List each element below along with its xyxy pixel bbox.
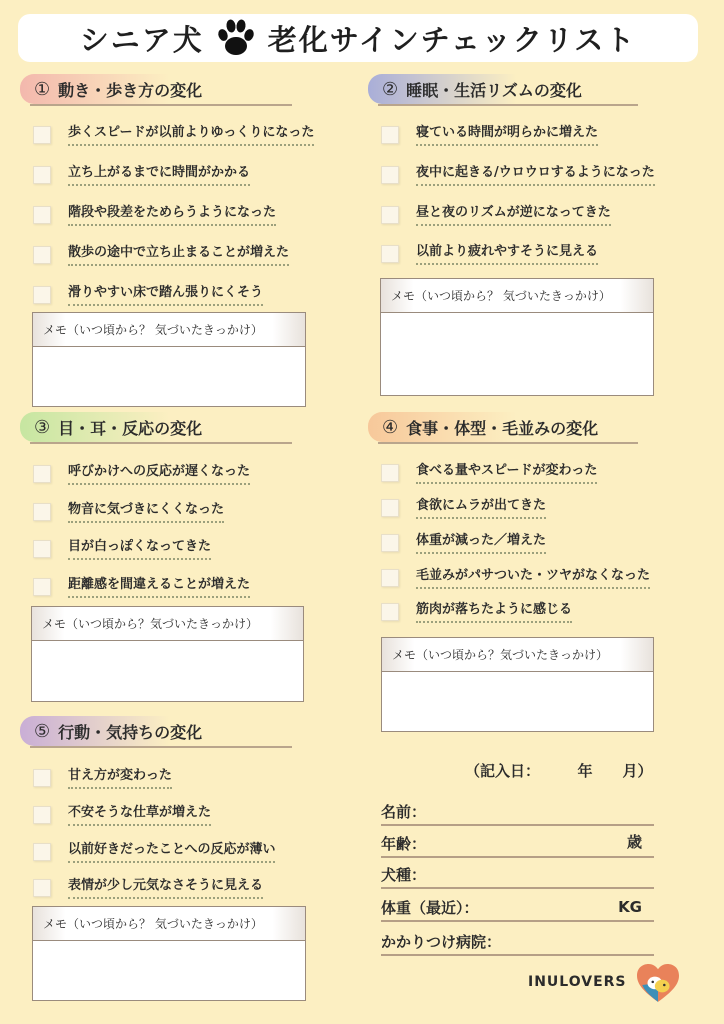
memo-label: メモ（いつ頃から？ 気づいたきっかけ） [381, 279, 653, 313]
section-title: 行動・気持ちの変化 [58, 722, 203, 742]
memo-box[interactable] [32, 906, 306, 1001]
item-label: 筋肉が落ちたように感じる [416, 602, 572, 623]
item-label: 甘え方が変わった [68, 768, 172, 789]
section-number: ② [382, 78, 399, 100]
section-movement [20, 74, 292, 104]
item-label: 寝ている時間が明らかに増えた [416, 125, 598, 146]
checkbox[interactable] [33, 286, 51, 304]
section-title: 食事・体型・毛並みの変化 [406, 418, 599, 438]
item-label: 以前好きだったことへの反応が薄い [68, 842, 275, 863]
checkbox[interactable] [33, 206, 51, 224]
checkbox[interactable] [33, 540, 51, 558]
section-header [20, 74, 292, 104]
item-label: 毛並みがパサついた・ツヤがなくなった [416, 568, 650, 589]
memo-box[interactable] [381, 637, 654, 732]
checkbox[interactable] [33, 769, 51, 787]
item-label: 昼と夜のリズムが逆になってきた [416, 205, 611, 226]
checkbox[interactable] [33, 843, 51, 861]
section-title: 睡眠・生活リズムの変化 [406, 80, 582, 100]
checkbox[interactable] [33, 166, 51, 184]
item-label: 滑りやすい床で踏ん張りにくそう [68, 285, 263, 306]
field-label: 体重（最近）： [381, 899, 479, 917]
checkbox[interactable] [33, 126, 51, 144]
breed-field[interactable] [381, 859, 654, 889]
section-number: ③ [34, 416, 51, 438]
field-label: 年齢： [381, 835, 427, 853]
memo-label: メモ（いつ頃から？気づいたきっかけ） [382, 638, 653, 672]
item-label: 食欲にムラが出てきた [416, 498, 546, 519]
checkbox[interactable] [381, 206, 399, 224]
checkbox[interactable] [381, 166, 399, 184]
checkbox[interactable] [381, 245, 399, 263]
weight-field[interactable] [381, 892, 654, 922]
checkbox[interactable] [33, 806, 51, 824]
item-label: 不安そうな仕草が増えた [68, 805, 211, 826]
checkbox[interactable] [33, 465, 51, 483]
brand-name: INULOVERS [528, 974, 627, 990]
section-senses [20, 412, 292, 442]
memo-box[interactable] [380, 278, 654, 396]
item-label: 物音に気づきにくくなった [68, 502, 224, 523]
item-label: 歩くスピードが以前よりゆっくりになった [68, 125, 314, 146]
item-label: 距離感を間違えることが増えた [68, 577, 250, 598]
checkbox[interactable] [33, 246, 51, 264]
page-title [18, 14, 698, 62]
checkbox[interactable] [33, 503, 51, 521]
field-label: かかりつけ病院： [381, 933, 502, 951]
item-label: 体重が減った／増えた [416, 533, 546, 554]
section-sleep [368, 74, 638, 104]
checkbox[interactable] [381, 569, 399, 587]
field-label: 名前： [381, 803, 427, 821]
section-title: 動き・歩き方の変化 [58, 80, 203, 100]
section-title: 目・耳・反応の変化 [58, 418, 203, 438]
name-field[interactable] [381, 796, 654, 826]
heart-dog-logo-icon [637, 964, 679, 1004]
section-header [20, 412, 292, 442]
item-label: 目が白っぽくなってきた [68, 539, 211, 560]
section-header [20, 716, 292, 746]
section-number: ① [34, 78, 51, 100]
field-unit: KG [618, 898, 642, 916]
item-label: 立ち上がるまでに時間がかかる [68, 165, 250, 186]
item-label: 表情が少し元気なさそうに見える [68, 878, 263, 899]
item-label: 夜中に起きる/ウロウロするようになった [416, 165, 655, 186]
memo-label: メモ（いつ頃から？気づいたきっかけ） [32, 607, 303, 641]
vet-field[interactable] [381, 926, 654, 956]
field-unit: 歳 [626, 833, 642, 851]
item-label: 散歩の途中で立ち止まることが増えた [68, 245, 289, 266]
checkbox[interactable] [33, 578, 51, 596]
section-number: ⑤ [34, 720, 51, 742]
age-field[interactable] [381, 828, 654, 858]
checkbox[interactable] [381, 464, 399, 482]
memo-box[interactable] [31, 606, 304, 702]
checkbox[interactable] [381, 499, 399, 517]
title-left: シニア犬 [79, 22, 204, 57]
checkbox[interactable] [33, 879, 51, 897]
item-label: 呼びかけへの反応が遅くなった [68, 464, 250, 485]
title-right: 老化サインチェックリスト [267, 22, 637, 57]
entry-date: （記入日： 年 月） [465, 762, 653, 780]
section-header [368, 412, 638, 442]
field-label: 犬種： [381, 866, 427, 884]
section-diet [368, 412, 638, 442]
checkbox[interactable] [381, 534, 399, 552]
paw-icon [214, 16, 258, 60]
section-header [368, 74, 638, 104]
section-number: ④ [382, 416, 399, 438]
section-behavior [20, 716, 292, 746]
item-label: 階段や段差をためらうようになった [68, 205, 276, 226]
memo-box[interactable] [32, 312, 306, 407]
memo-label: メモ（いつ頃から？ 気づいたきっかけ） [33, 313, 305, 347]
checkbox[interactable] [381, 126, 399, 144]
memo-label: メモ（いつ頃から？ 気づいたきっかけ） [33, 907, 305, 941]
checkbox[interactable] [381, 603, 399, 621]
item-label: 食べる量やスピードが変わった [416, 463, 597, 484]
item-label: 以前より疲れやすそうに見える [416, 244, 598, 265]
